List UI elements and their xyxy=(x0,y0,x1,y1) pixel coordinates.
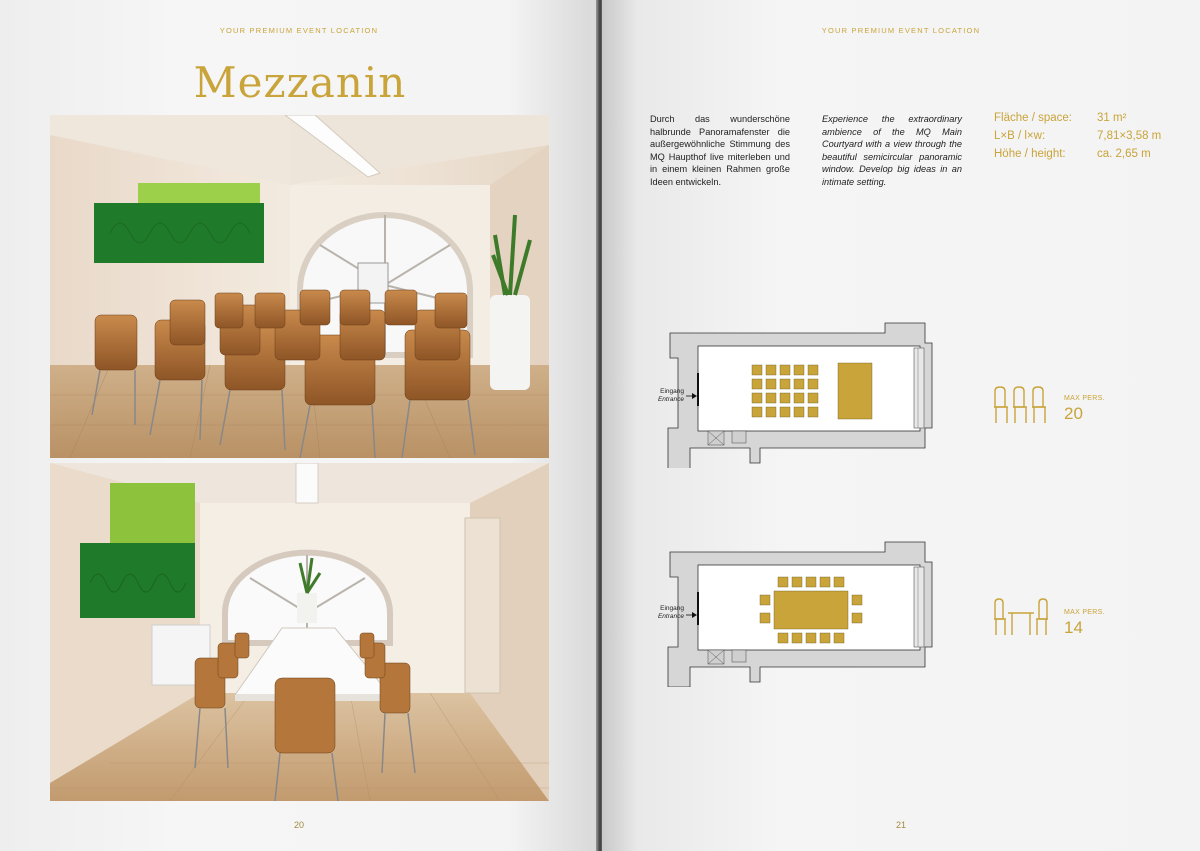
table-chairs-icon xyxy=(992,597,1052,639)
spec-label: L×B / l×w: xyxy=(994,130,1046,142)
entrance-label-de: Eingang xyxy=(660,605,684,612)
room-photo-theatre-image xyxy=(50,115,549,458)
room-photo-boardroom-image xyxy=(50,463,549,801)
capacity-theatre xyxy=(992,383,1112,433)
capacity-boardroom xyxy=(992,597,1112,647)
floor-plan-theatre-diagram xyxy=(640,318,990,468)
spec-value: 31 m² xyxy=(1097,112,1127,124)
entrance-label-en: Entrance xyxy=(657,613,684,620)
page-number: 21 xyxy=(896,820,907,830)
right-page xyxy=(602,0,1200,851)
spec-row-dimensions xyxy=(994,127,1162,145)
description-english: Experience the extraordinary ambience of the MQ Main Courtyard with a view through the beautiful semicircular panoramic window. Develop big ideas in an intimate setting. xyxy=(822,114,962,187)
room-photo-boardroom xyxy=(50,463,549,801)
page-number: 20 xyxy=(294,820,305,830)
description-german: Durch das wunderschöne halbrunde Panoramafenster die außergewöhnliche Stimmung des MQ Haupthof live miterleben und in einem kleinen Rahmen große Ideen entwickeln. xyxy=(650,114,790,187)
entrance-label xyxy=(620,388,684,404)
floor-plan-theatre xyxy=(640,318,990,468)
entrance-label xyxy=(620,605,684,621)
running-head: YOUR PREMIUM EVENT LOCATION xyxy=(821,26,981,35)
entrance-label-en: Entrance xyxy=(657,396,684,403)
spec-value: 7,81×3,58 m xyxy=(1097,130,1162,142)
capacity-value: 20 xyxy=(1064,404,1083,423)
theatre-chairs-icon xyxy=(992,385,1052,427)
capacity-label: MAX PERS. xyxy=(1064,395,1105,402)
spec-row-height xyxy=(994,145,1154,163)
spec-row-area xyxy=(994,109,1154,127)
running-head: YOUR PREMIUM EVENT LOCATION xyxy=(219,26,379,35)
capacity-value: 14 xyxy=(1064,618,1083,637)
left-page xyxy=(0,0,598,851)
spec-label: Fläche / space: xyxy=(994,112,1072,124)
capacity-label: MAX PERS. xyxy=(1064,609,1105,616)
page-title: Mezzanin xyxy=(193,58,407,107)
floor-plan-boardroom xyxy=(640,537,990,687)
room-specs xyxy=(994,109,1162,163)
spec-value: ca. 2,65 m xyxy=(1097,148,1151,160)
entrance-label-de: Eingang xyxy=(660,388,684,395)
floor-plan-boardroom-diagram xyxy=(640,537,990,687)
spec-label: Höhe / height: xyxy=(994,148,1066,160)
room-photo-theatre xyxy=(50,115,549,458)
